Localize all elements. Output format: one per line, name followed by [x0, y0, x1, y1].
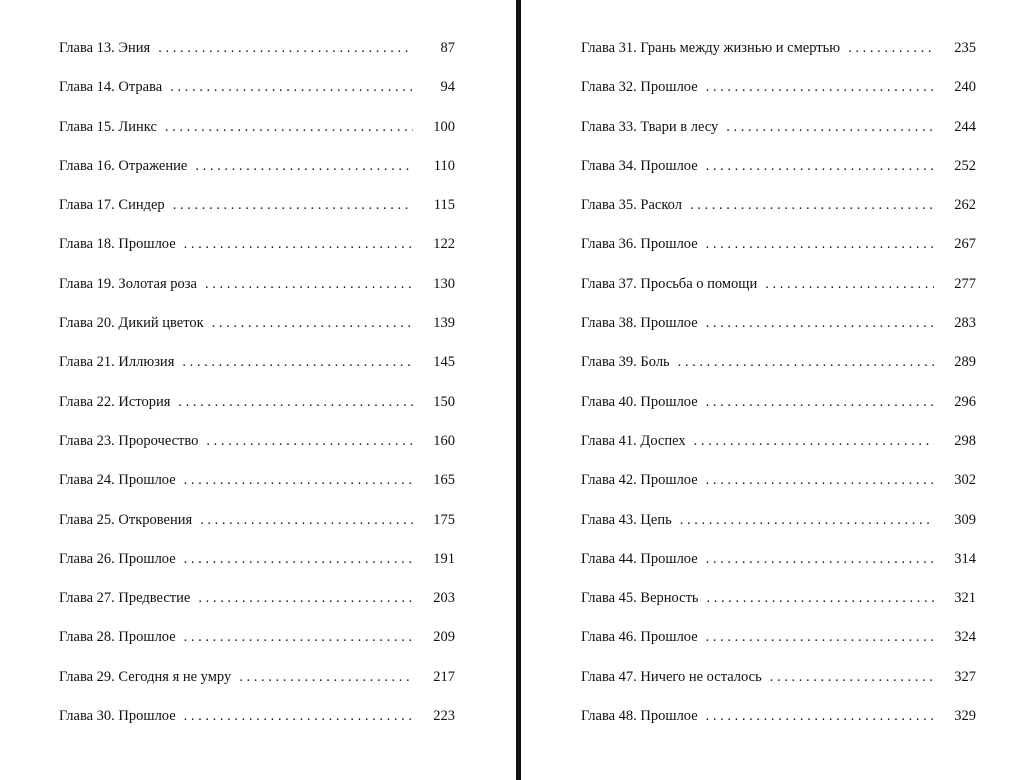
toc-entry[interactable] [581, 391, 976, 430]
dot-leader [765, 273, 934, 295]
dot-leader [184, 233, 413, 255]
chapter-title: Глава 34. Прошлое [581, 157, 698, 174]
toc-entry[interactable] [581, 351, 976, 390]
dot-leader [706, 548, 934, 570]
page-number: 309 [954, 511, 976, 528]
toc-entry[interactable] [581, 548, 976, 587]
toc-entry[interactable] [581, 273, 976, 312]
chapter-title: Глава 26. Прошлое [59, 550, 176, 567]
page-number: 289 [954, 354, 976, 371]
chapter-title: Глава 41. Доспех [581, 432, 686, 449]
page-number: 115 [433, 197, 455, 214]
chapter-title: Глава 14. Отрава [59, 79, 163, 96]
page-number: 209 [433, 629, 455, 646]
dot-leader [212, 312, 413, 334]
page-number: 240 [954, 79, 976, 96]
toc-entry[interactable] [59, 391, 455, 430]
chapter-title: Глава 37. Просьба о помощи [581, 275, 758, 292]
dot-leader [200, 509, 413, 531]
chapter-title: Глава 44. Прошлое [581, 550, 698, 567]
toc-entry[interactable] [59, 430, 455, 469]
page-number: 160 [433, 432, 455, 449]
page-number: 321 [954, 590, 976, 607]
chapter-title: Глава 21. Иллюзия [59, 354, 175, 371]
dot-leader [205, 273, 413, 295]
toc-entry[interactable] [581, 37, 976, 76]
chapter-title: Глава 17. Синдер [59, 197, 165, 214]
toc-entry[interactable] [59, 116, 455, 155]
page-number: 314 [954, 550, 976, 567]
page-number: 130 [433, 275, 455, 292]
page-number: 100 [433, 118, 455, 135]
toc-entry[interactable] [59, 626, 455, 665]
dot-leader [165, 116, 413, 138]
page-number: 298 [954, 432, 976, 449]
dot-leader [706, 233, 934, 255]
dot-leader [184, 469, 413, 491]
page-number: 327 [954, 668, 976, 685]
chapter-title: Глава 45. Верность [581, 590, 699, 607]
page-number: 235 [954, 40, 976, 56]
toc-list-right [581, 37, 976, 744]
dot-leader [206, 430, 413, 452]
chapter-title: Глава 18. Прошлое [59, 236, 176, 253]
dot-leader [184, 548, 413, 570]
chapter-title: Глава 48. Прошлое [581, 708, 698, 725]
page-number: 94 [440, 79, 455, 96]
toc-entry[interactable] [59, 273, 455, 312]
page-number: 217 [433, 668, 455, 685]
page-number: 122 [433, 236, 455, 253]
chapter-title: Глава 43. Цепь [581, 511, 672, 528]
page-number: 283 [954, 315, 976, 332]
chapter-title: Глава 30. Прошлое [59, 708, 176, 725]
page-number: 252 [954, 157, 976, 174]
chapter-title: Глава 47. Ничего не осталось [581, 668, 762, 685]
dot-leader [680, 509, 934, 531]
toc-entry[interactable] [59, 587, 455, 626]
dot-leader [195, 155, 413, 177]
page-number: 175 [433, 511, 455, 528]
toc-list-left [59, 37, 455, 744]
chapter-title: Глава 35. Раскол [581, 197, 682, 214]
chapter-title: Глава 20. Дикий цветок [59, 315, 204, 332]
page-number: 191 [433, 550, 455, 567]
toc-entry[interactable] [581, 312, 976, 351]
chapter-title: Глава 40. Прошлое [581, 393, 698, 410]
chapter-title: Глава 13. Эния [59, 40, 151, 56]
page-number: 139 [433, 315, 455, 332]
chapter-title: Глава 16. Отражение [59, 157, 188, 174]
dot-leader [706, 391, 934, 413]
toc-entry[interactable] [581, 587, 976, 626]
toc-entry[interactable] [59, 509, 455, 548]
dot-leader [706, 312, 934, 334]
chapter-title: Глава 36. Прошлое [581, 236, 698, 253]
chapter-title: Глава 28. Прошлое [59, 629, 176, 646]
dot-leader [184, 705, 413, 727]
page-number: 203 [433, 590, 455, 607]
chapter-title: Глава 15. Линкс [59, 118, 157, 135]
page-number: 262 [954, 197, 976, 214]
chapter-title: Глава 33. Твари в лесу [581, 118, 719, 135]
chapter-title: Глава 25. Откровения [59, 511, 193, 528]
chapter-title: Глава 23. Пророчество [59, 432, 199, 449]
toc-entry[interactable] [581, 469, 976, 508]
chapter-title: Глава 38. Прошлое [581, 315, 698, 332]
chapter-title: Глава 31. Грань между жизнью и смертью [581, 40, 841, 56]
toc-entry[interactable] [59, 351, 455, 390]
toc-entry[interactable] [581, 705, 976, 744]
dot-leader [706, 626, 934, 648]
toc-entry[interactable] [59, 312, 455, 351]
toc-entry[interactable] [581, 666, 976, 705]
page-number: 277 [954, 275, 976, 292]
dot-leader [706, 155, 934, 177]
dot-leader [706, 76, 934, 98]
toc-entry[interactable] [581, 116, 976, 155]
page-number: 296 [954, 393, 976, 410]
dot-leader [678, 351, 934, 373]
dot-leader [848, 37, 934, 59]
toc-entry[interactable] [59, 233, 455, 272]
page-number: 324 [954, 629, 976, 646]
toc-entry[interactable] [59, 155, 455, 194]
toc-entry[interactable] [581, 155, 976, 194]
toc-entry[interactable] [59, 194, 455, 233]
chapter-title: Глава 27. Предвестие [59, 590, 191, 607]
toc-entry[interactable] [581, 76, 976, 115]
toc-entry[interactable] [59, 37, 455, 76]
toc-entry[interactable] [581, 509, 976, 548]
dot-leader [182, 351, 413, 373]
dot-leader [184, 626, 413, 648]
dot-leader [694, 430, 934, 452]
page-number: 267 [954, 236, 976, 253]
chapter-title: Глава 22. История [59, 393, 171, 410]
dot-leader [239, 666, 413, 688]
chapter-title: Глава 29. Сегодня я не умру [59, 668, 232, 685]
dot-leader [707, 587, 934, 609]
chapter-title: Глава 24. Прошлое [59, 472, 176, 489]
page-number: 165 [433, 472, 455, 489]
dot-leader [158, 37, 413, 59]
page-number: 145 [433, 354, 455, 371]
chapter-title: Глава 32. Прошлое [581, 79, 698, 96]
dot-leader [198, 587, 413, 609]
toc-entry[interactable] [581, 626, 976, 665]
chapter-title: Глава 39. Боль [581, 354, 670, 371]
toc-entry[interactable] [581, 430, 976, 469]
dot-leader [726, 116, 934, 138]
chapter-title: Глава 42. Прошлое [581, 472, 698, 489]
toc-entry[interactable] [59, 469, 455, 508]
dot-leader [178, 391, 413, 413]
page-number: 302 [954, 472, 976, 489]
toc-entry[interactable] [59, 548, 455, 587]
toc-entry[interactable] [59, 666, 455, 705]
dot-leader [170, 76, 413, 98]
right-page [521, 0, 1035, 780]
page-number: 110 [433, 157, 455, 174]
page-number: 244 [954, 118, 976, 135]
dot-leader [690, 194, 934, 216]
toc-entry[interactable] [581, 233, 976, 272]
dot-leader [706, 469, 934, 491]
dot-leader [770, 666, 934, 688]
page-number: 87 [440, 40, 455, 56]
dot-leader [706, 705, 934, 727]
toc-entry[interactable] [581, 194, 976, 233]
chapter-title: Глава 46. Прошлое [581, 629, 698, 646]
chapter-title: Глава 19. Золотая роза [59, 275, 197, 292]
toc-entry[interactable] [59, 705, 455, 744]
page-number: 223 [433, 708, 455, 725]
dot-leader [173, 194, 413, 216]
left-page [0, 0, 516, 780]
toc-entry[interactable] [59, 76, 455, 115]
page-number: 329 [954, 708, 976, 725]
page-number: 150 [433, 393, 455, 410]
